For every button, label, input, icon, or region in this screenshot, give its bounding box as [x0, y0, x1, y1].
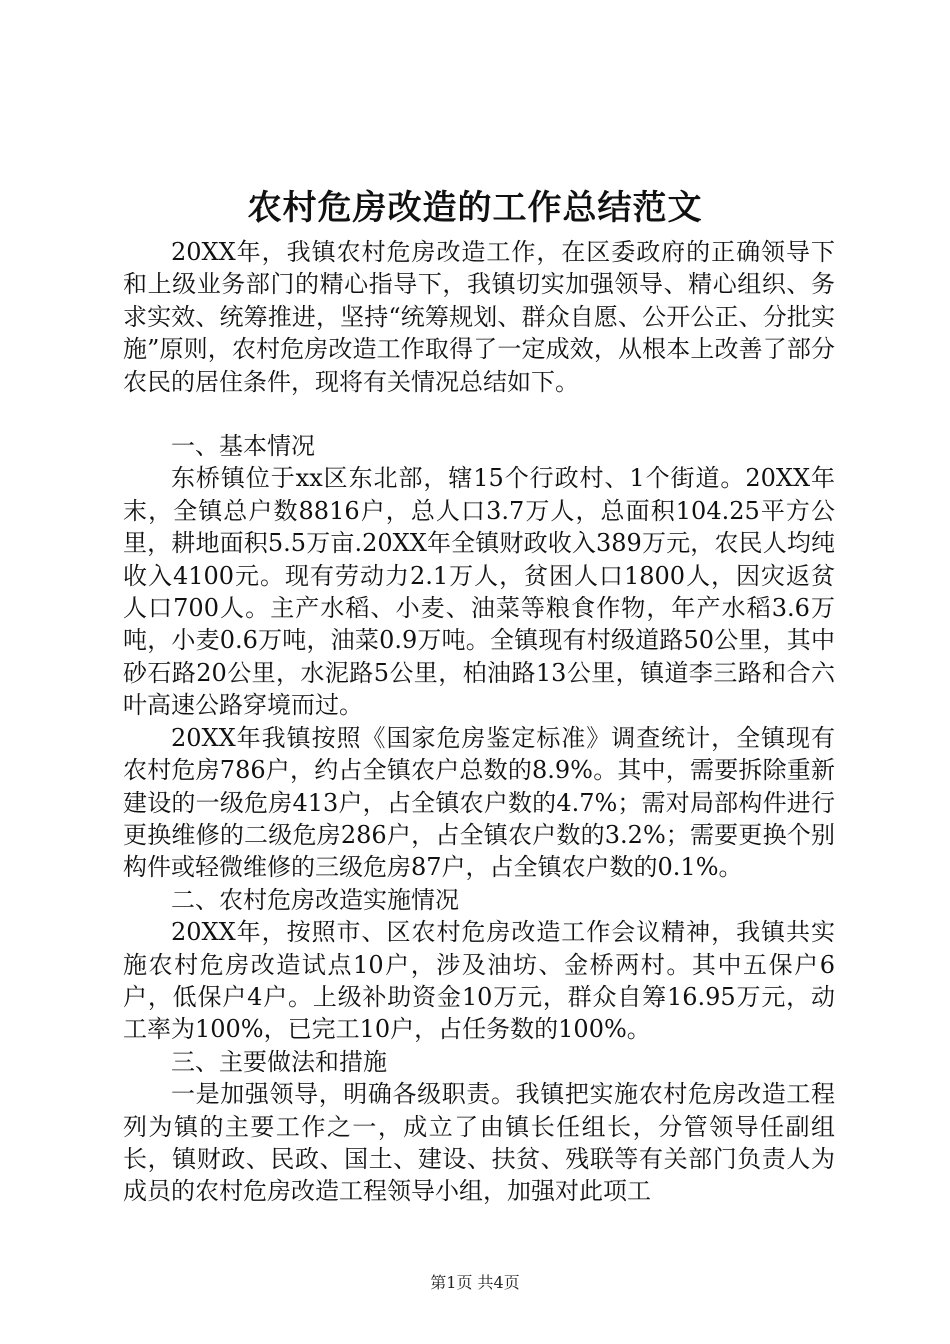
- section-1-paragraph-2: 20XX年我镇按照《国家危房鉴定标准》调查统计，全镇现有农村危房786户，约占全镇农户总数的8.9%。其中，需要拆除重新建设的一级危房413户，占全镇农户数的4.7%；需对局部构件进行更换维修的二级危房286户，占全镇农户数的3.2%；需要更换个别构件或轻微维修的三级危房87户，占全镇农户数的0.1%。: [123, 723, 835, 882]
- document-title: 农村危房改造的工作总结范文: [247, 188, 703, 228]
- intro-paragraph: 20XX年，我镇农村危房改造工作，在区委政府的正确领导下和上级业务部门的精心指导下，我镇切实加强领导、精心组织、务求实效、统筹推进，坚持“统筹规划、群众自愿、公开公正、分批实施”原则，农村危房改造工作取得了一定成效，从根本上改善了部分农民的居住条件，现将有关情况总结如下。: [123, 238, 835, 396]
- section-1-heading: 一、基本情况: [171, 432, 315, 461]
- section-2-heading: 二、农村危房改造实施情况: [171, 885, 459, 914]
- section-1-paragraph-1: 东桥镇位于xx区东北部，辖15个行政村、1个街道。20XX年末，全镇总户数8816户，总人口3.7万人，总面积104.25平方公里，耕地面积5.5万亩.20XX年全镇财政收入389万元，农民人均纯收入4100元。现有劳动力2.1万人，贫困人口1800人，因灾返贫人口700人。主产水稻、小麦、油菜等粮食作物，年产水稻3.6万吨，小麦0.6万吨，油菜0.9万吨。全镇现有村级道路50公里，其中砂石路20公里，水泥路5公里，柏油路13公里，镇道李三路和合六叶高速公路穿境而过。: [123, 464, 835, 720]
- section-2-paragraph-1: 20XX年，按照市、区农村危房改造工作会议精神，我镇共实施农村危房改造试点10户，涉及油坊、金桥两村。其中五保户6户，低保户4户。上级补助资金10万元，群众自筹16.95万元，动工率为100%，已完工10户，占任务数的100%。: [123, 918, 835, 1044]
- document-body: [123, 236, 835, 1208]
- section-3-heading: 三、主要做法和措施: [171, 1047, 387, 1076]
- section-3-paragraph-1: 一是加强领导，明确各级职责。我镇把实施农村危房改造工程列为镇的主要工作之一，成立了由镇长任组长，分管领导任副组长，镇财政、民政、国土、建设、扶贫、残联等有关部门负责人为成员的农村危房改造工程领导小组，加强对此项工: [123, 1080, 835, 1206]
- page-number-footer: 第1页 共4页: [430, 1273, 520, 1292]
